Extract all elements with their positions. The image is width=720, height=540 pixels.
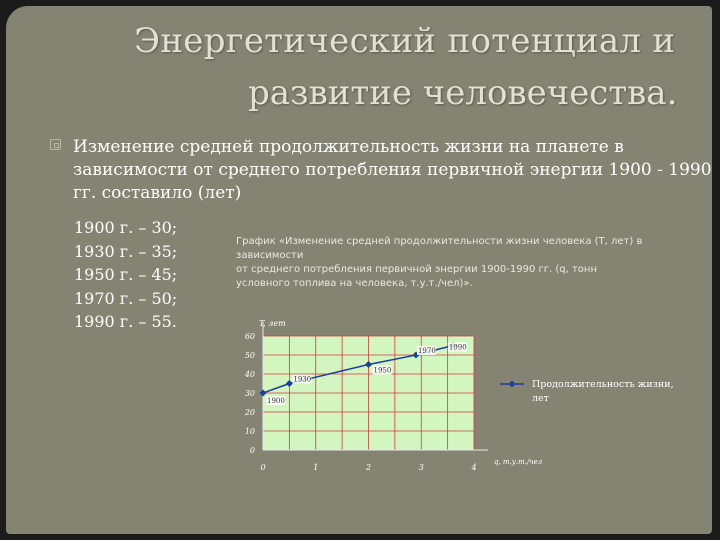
y-tick-label: 30: [244, 389, 255, 398]
bullet-text: Изменение средней продолжительность жизни на планете в зависимости от среднего потребления первичной энергии 1900 - 1990 гг. составило (лет): [73, 137, 712, 203]
y-axis-label: T, лет: [259, 319, 286, 328]
y-tick-label: 10: [244, 427, 255, 436]
x-axis-label: q, т.у.т./чел: [494, 458, 543, 466]
x-tick-label: 2: [365, 463, 372, 472]
point-label: 1950: [373, 366, 392, 375]
y-tick-label: 0: [249, 446, 255, 455]
list-item: 1990 г. – 55.: [74, 312, 177, 331]
slide-title-line-2: развитие человечества.: [248, 73, 678, 113]
point-label: 1970: [417, 347, 436, 355]
y-tick-label: 50: [244, 351, 255, 360]
y-tick-label: 40: [244, 370, 255, 379]
list-item: 1970 г. – 50;: [74, 288, 178, 308]
chart-caption: [236, 235, 666, 291]
slide: [6, 6, 712, 534]
slide-title-line-1: Энергетический потенциал и: [134, 21, 676, 61]
x-tick-label: 1: [313, 463, 319, 472]
point-label: 1930: [293, 375, 312, 384]
y-tick-label: 60: [244, 332, 255, 341]
legend-marker: [508, 380, 515, 387]
life-expectancy-list: [74, 216, 177, 334]
chart-caption-line: График «Изменение средней продолжительности жизни человека (Т, лет) в: [236, 236, 643, 247]
list-item: 1930 г. – 35;: [74, 241, 178, 261]
chart-caption-line: условного топлива на человека, т.у.т./чел)».: [236, 278, 473, 289]
life-expectancy-chart: [228, 312, 674, 478]
chart-caption-line: от среднего потребления первичной энергии 1900-1990 гг. (q, тонн: [236, 264, 598, 275]
x-tick-label: 0: [260, 463, 266, 472]
chart-caption-line: зависимости: [236, 250, 304, 261]
x-tick-label: 4: [471, 463, 477, 472]
point-label: 1900: [267, 397, 285, 405]
point-label: 1990: [448, 343, 467, 352]
x-tick-label: 3: [418, 463, 424, 472]
list-item: 1950 г. – 45;: [74, 265, 178, 284]
y-tick-label: 20: [244, 408, 255, 417]
legend-label: лет: [532, 393, 549, 404]
list-item: 1900 г. – 30;: [74, 218, 178, 237]
legend-label: Продолжительность жизни,: [532, 379, 674, 390]
bullet-marker-icon: [50, 139, 61, 150]
